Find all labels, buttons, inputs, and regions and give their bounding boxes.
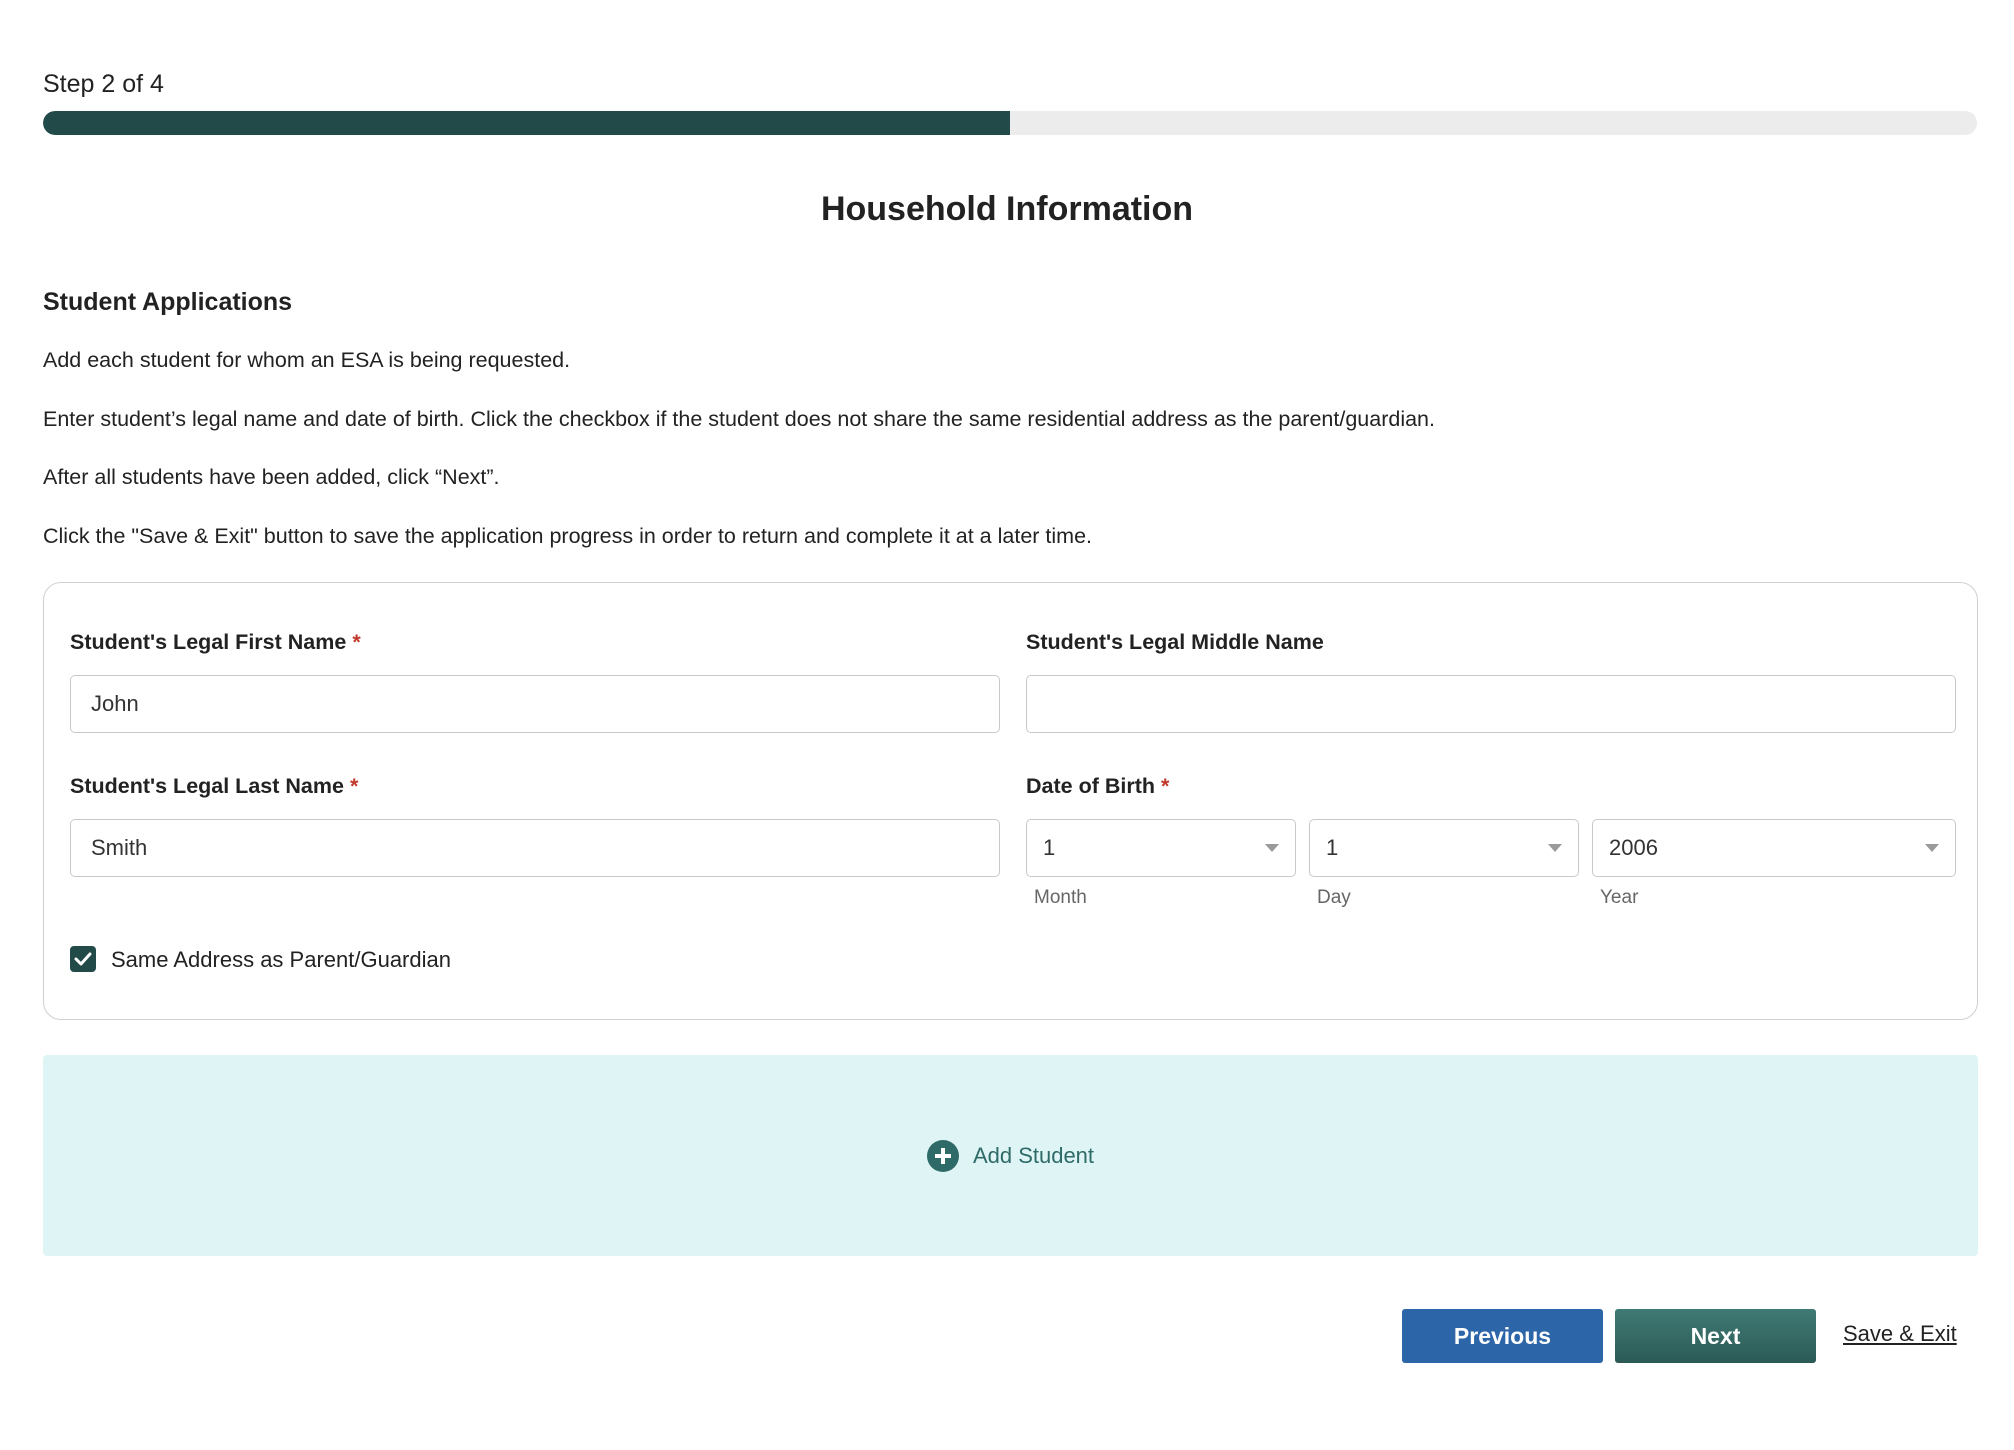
instruction-text: After all students have been added, click “Next”.	[43, 465, 500, 489]
instruction-text: Click the "Save & Exit" button to save the application progress in order to return and complete it at a later time.	[43, 524, 1092, 548]
chevron-down-icon	[1265, 844, 1279, 852]
page-title: Household Information	[820, 190, 1194, 228]
first-name-input[interactable]	[70, 675, 1000, 733]
required-marker: *	[349, 774, 359, 798]
required-marker: *	[352, 630, 361, 654]
date-of-birth-label: Date of Birth *	[1026, 774, 1170, 798]
section-heading: Student Applications	[43, 288, 293, 316]
dob-day-select[interactable]: 1	[1309, 819, 1579, 877]
plus-circle-icon	[927, 1140, 959, 1172]
last-name-input[interactable]	[70, 819, 1000, 877]
dob-year-select[interactable]: 2006	[1592, 819, 1956, 877]
instruction-text: Enter student’s legal name and date of birth. Click the checkbox if the student does not share the same residential address as the parent/guardian.	[43, 407, 1435, 431]
checkmark-icon	[74, 952, 92, 966]
same-address-label: Same Address as Parent/Guardian	[111, 947, 451, 972]
chevron-down-icon	[1925, 844, 1939, 852]
previous-button[interactable]: Previous	[1402, 1309, 1603, 1363]
last-name-label: Student's Legal Last Name *	[70, 774, 359, 798]
middle-name-input[interactable]	[1026, 675, 1956, 733]
dob-year-label: Year	[1600, 887, 1639, 908]
step-indicator: Step 2 of 4	[43, 70, 164, 98]
first-name-label: Student's Legal First Name *	[70, 630, 361, 654]
same-address-checkbox[interactable]	[70, 946, 96, 972]
progress-bar	[43, 111, 1977, 135]
add-student-content	[927, 1140, 1094, 1172]
chevron-down-icon	[1548, 844, 1562, 852]
progress-bar-fill	[43, 111, 1010, 135]
dob-month-select[interactable]: 1	[1026, 819, 1296, 877]
required-marker: *	[1161, 774, 1170, 798]
dob-month-label: Month	[1034, 887, 1087, 908]
student-card	[43, 582, 1978, 1020]
middle-name-label: Student's Legal Middle Name	[1026, 630, 1324, 654]
add-student-label: Add Student	[972, 1142, 1095, 1168]
save-exit-link[interactable]: Save & Exit	[1843, 1321, 1957, 1346]
dob-day-label: Day	[1317, 887, 1351, 908]
add-student-button[interactable]	[43, 1055, 1978, 1256]
instruction-text: Add each student for whom an ESA is being requested.	[43, 348, 571, 372]
next-button[interactable]: Next	[1615, 1309, 1816, 1363]
